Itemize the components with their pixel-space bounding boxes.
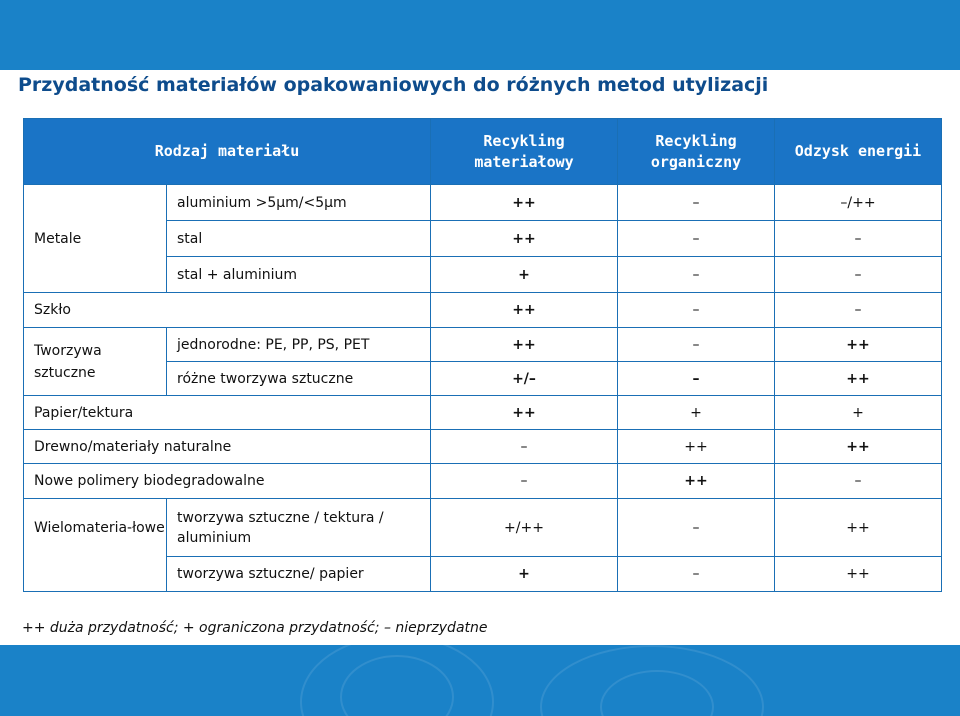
- cell-recycling-material: ++: [431, 396, 618, 430]
- header-material: Rodzaj materiału: [24, 119, 431, 185]
- row-label: tworzywa sztuczne/ papier: [167, 557, 431, 592]
- cell-recycling-material: +/++: [431, 499, 618, 557]
- legend-note: ++ duża przydatność; + ograniczona przydatność; – nieprzydatne: [22, 620, 488, 636]
- cell-recycling-material: +: [431, 257, 618, 293]
- cell-recycling-organic: –: [618, 557, 775, 592]
- table-row: [24, 293, 942, 328]
- cell-recycling-organic: –: [618, 499, 775, 557]
- cell-energy: –: [775, 293, 942, 328]
- group-label: Drewno/materiały naturalne: [24, 430, 431, 464]
- cell-recycling-organic: –: [618, 185, 775, 221]
- group-label: Nowe polimery biodegradowalne: [24, 464, 431, 499]
- group-label: Tworzywa sztuczne: [24, 328, 167, 396]
- cell-recycling-organic: ++: [618, 430, 775, 464]
- cell-energy: ++: [775, 557, 942, 592]
- cell-recycling-material: ++: [431, 221, 618, 257]
- cell-energy: –: [775, 257, 942, 293]
- row-label: różne tworzywa sztuczne: [167, 362, 431, 396]
- cell-recycling-material: –: [431, 430, 618, 464]
- group-label: Szkło: [24, 293, 431, 328]
- table-row: [24, 328, 942, 362]
- table-row: [24, 396, 942, 430]
- cell-energy: ++: [775, 430, 942, 464]
- header-recycling-material: Recykling materiałowy: [431, 119, 618, 185]
- header-energy: Odzysk energii: [775, 119, 942, 185]
- cell-energy: –/++: [775, 185, 942, 221]
- cell-recycling-material: +: [431, 557, 618, 592]
- footer-band: [0, 645, 960, 716]
- header-recycling-organic: Recykling organiczny: [618, 119, 775, 185]
- cell-energy: ++: [775, 499, 942, 557]
- cell-recycling-organic: –: [618, 221, 775, 257]
- cell-recycling-organic: –: [618, 328, 775, 362]
- row-label: stal: [167, 221, 431, 257]
- cell-recycling-material: ++: [431, 185, 618, 221]
- cell-energy: –: [775, 464, 942, 499]
- cell-recycling-organic: +: [618, 396, 775, 430]
- cell-recycling-material: +/–: [431, 362, 618, 396]
- cell-recycling-organic: –: [618, 257, 775, 293]
- cell-energy: –: [775, 221, 942, 257]
- ripple-decoration: [300, 645, 494, 716]
- table-header-row: [24, 119, 942, 185]
- cell-recycling-organic: –: [618, 362, 775, 396]
- cell-recycling-material: ++: [431, 328, 618, 362]
- group-label: Wielomateria-łowe: [24, 499, 167, 592]
- table-row: [24, 499, 942, 557]
- row-label: stal + aluminium: [167, 257, 431, 293]
- table-row: [24, 464, 942, 499]
- row-label: jednorodne: PE, PP, PS, PET: [167, 328, 431, 362]
- header-band: [0, 0, 960, 70]
- suitability-table: [23, 118, 942, 592]
- cell-energy: +: [775, 396, 942, 430]
- table-row: [24, 430, 942, 464]
- row-label: tworzywa sztuczne / tektura / aluminium: [167, 499, 431, 557]
- group-label: Papier/tektura: [24, 396, 431, 430]
- cell-recycling-organic: –: [618, 293, 775, 328]
- row-label: aluminium >5µm/<5µm: [167, 185, 431, 221]
- page-title: Przydatność materiałów opakowaniowych do różnych metod utylizacji: [18, 74, 769, 96]
- cell-recycling-organic: ++: [618, 464, 775, 499]
- cell-recycling-material: ++: [431, 293, 618, 328]
- cell-recycling-material: –: [431, 464, 618, 499]
- group-label: Metale: [24, 185, 167, 293]
- cell-energy: ++: [775, 362, 942, 396]
- table-row: [24, 185, 942, 221]
- cell-energy: ++: [775, 328, 942, 362]
